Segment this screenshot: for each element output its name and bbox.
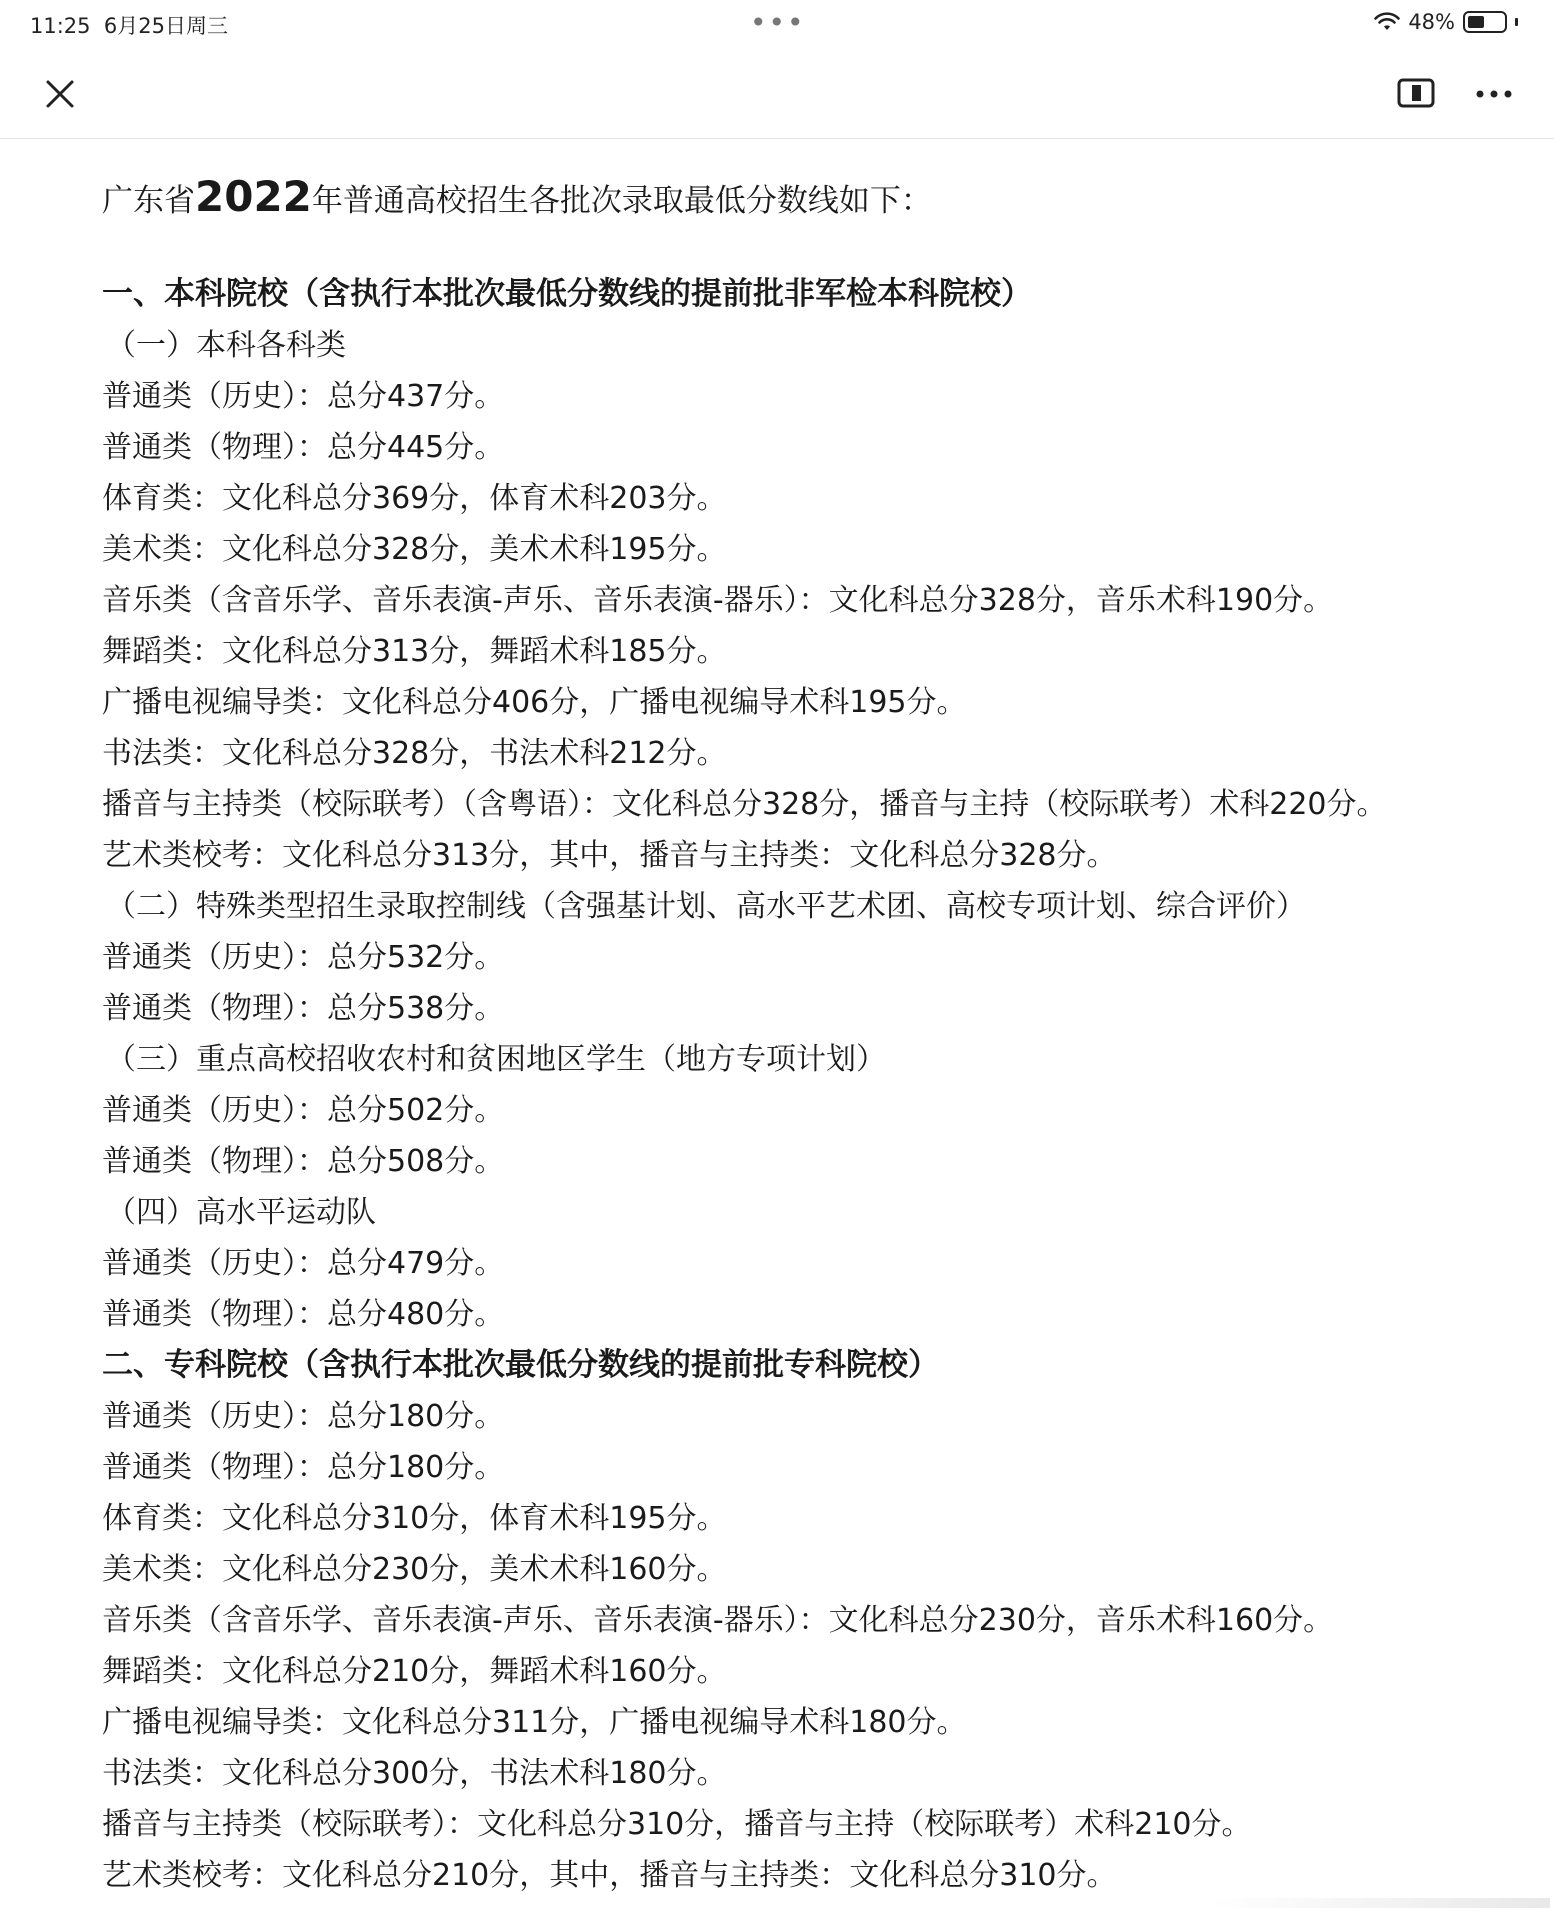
more-button[interactable] xyxy=(1470,74,1518,114)
score-line: 广播电视编导类：文化科总分311分，广播电视编导术科180分。 xyxy=(102,1705,967,1740)
close-button[interactable] xyxy=(40,74,80,114)
score-line: 音乐类（含音乐学、音乐表演-声乐、音乐表演-器乐）：文化科总分230分，音乐术科160分。 xyxy=(102,1603,1334,1638)
battery-icon xyxy=(1463,11,1507,33)
intro-year: 2022 xyxy=(195,172,312,221)
score-line: 普通类（物理）：总分480分。 xyxy=(102,1297,505,1332)
score-line: 舞蹈类：文化科总分313分，舞蹈术科185分。 xyxy=(102,634,727,669)
score-line: 普通类（历史）：总分479分。 xyxy=(102,1246,505,1281)
article-intro xyxy=(102,165,1522,229)
score-line: 普通类（物理）：总分445分。 xyxy=(102,430,505,465)
score-line: 播音与主持类（校际联考）（含粤语）：文化科总分328分，播音与主持（校际联考）术科220分。 xyxy=(102,787,1387,822)
score-line: 艺术类校考：文化科总分210分，其中，播音与主持类：文化科总分310分。 xyxy=(102,1858,1117,1893)
score-line: 广播电视编导类：文化科总分406分，广播电视编导术科195分。 xyxy=(102,685,967,720)
multitask-dots[interactable]: ••• xyxy=(750,6,806,39)
score-line: 普通类（物理）：总分538分。 xyxy=(102,991,505,1026)
reader-mode-button[interactable] xyxy=(1396,75,1436,111)
score-line: 体育类：文化科总分310分，体育术科195分。 xyxy=(102,1501,727,1536)
score-line: 普通类（历史）：总分532分。 xyxy=(102,940,505,975)
close-icon xyxy=(40,74,80,114)
section-heading-vocational: 二、专科院校（含执行本批次最低分数线的提前批专科院校） xyxy=(102,1347,939,1383)
status-bar xyxy=(0,0,1554,48)
score-line: 播音与主持类（校际联考）：文化科总分310分，播音与主持（校际联考）术科210分。 xyxy=(102,1807,1252,1842)
score-line: 舞蹈类：文化科总分210分，舞蹈术科160分。 xyxy=(102,1654,727,1689)
battery-percent: 48% xyxy=(1408,10,1455,34)
intro-prefix: 广东省 xyxy=(102,183,195,219)
score-line: 普通类（历史）：总分437分。 xyxy=(102,379,505,414)
score-line: 美术类：文化科总分230分，美术术科160分。 xyxy=(102,1552,727,1587)
more-icon xyxy=(1470,74,1518,114)
article-content xyxy=(102,165,1522,1901)
score-line: 音乐类（含音乐学、音乐表演-声乐、音乐表演-器乐）：文化科总分328分，音乐术科190分。 xyxy=(102,583,1334,618)
status-indicators xyxy=(1374,10,1518,34)
score-line: 普通类（物理）：总分508分。 xyxy=(102,1144,505,1179)
home-indicator[interactable] xyxy=(1210,1898,1550,1908)
reader-mode-icon xyxy=(1396,75,1436,111)
score-line: 艺术类校考：文化科总分313分，其中，播音与主持类：文化科总分328分。 xyxy=(102,838,1117,873)
status-time-date xyxy=(30,10,228,40)
score-line: 美术类：文化科总分328分，美术术科195分。 xyxy=(102,532,727,567)
intro-suffix: 年普通高校招生各批次录取最低分数线如下： xyxy=(311,183,932,219)
nav-bar xyxy=(0,48,1554,139)
status-time: 11:25 xyxy=(30,14,91,38)
score-line: 书法类：文化科总分300分，书法术科180分。 xyxy=(102,1756,727,1791)
battery-level xyxy=(1468,16,1484,28)
subsection-title: （二）特殊类型招生录取控制线（含强基计划、高水平艺术团、高校专项计划、综合评价） xyxy=(106,889,1306,924)
score-line: 普通类（物理）：总分180分。 xyxy=(102,1450,505,1485)
subsection-title: （一）本科各科类 xyxy=(106,328,346,363)
battery-tip xyxy=(1515,18,1518,26)
score-line: 普通类（历史）：总分502分。 xyxy=(102,1093,505,1128)
subsection-title: （三）重点高校招收农村和贫困地区学生（地方专项计划） xyxy=(106,1042,886,1077)
score-line: 体育类：文化科总分369分，体育术科203分。 xyxy=(102,481,727,516)
status-date: 6月25日周三 xyxy=(103,14,228,38)
score-line: 书法类：文化科总分328分，书法术科212分。 xyxy=(102,736,727,771)
subsection-title: （四）高水平运动队 xyxy=(106,1195,376,1230)
score-line: 普通类（历史）：总分180分。 xyxy=(102,1399,505,1434)
section-heading-undergraduate: 一、本科院校（含执行本批次最低分数线的提前批非军检本科院校） xyxy=(102,276,1032,312)
wifi-icon xyxy=(1374,12,1400,32)
